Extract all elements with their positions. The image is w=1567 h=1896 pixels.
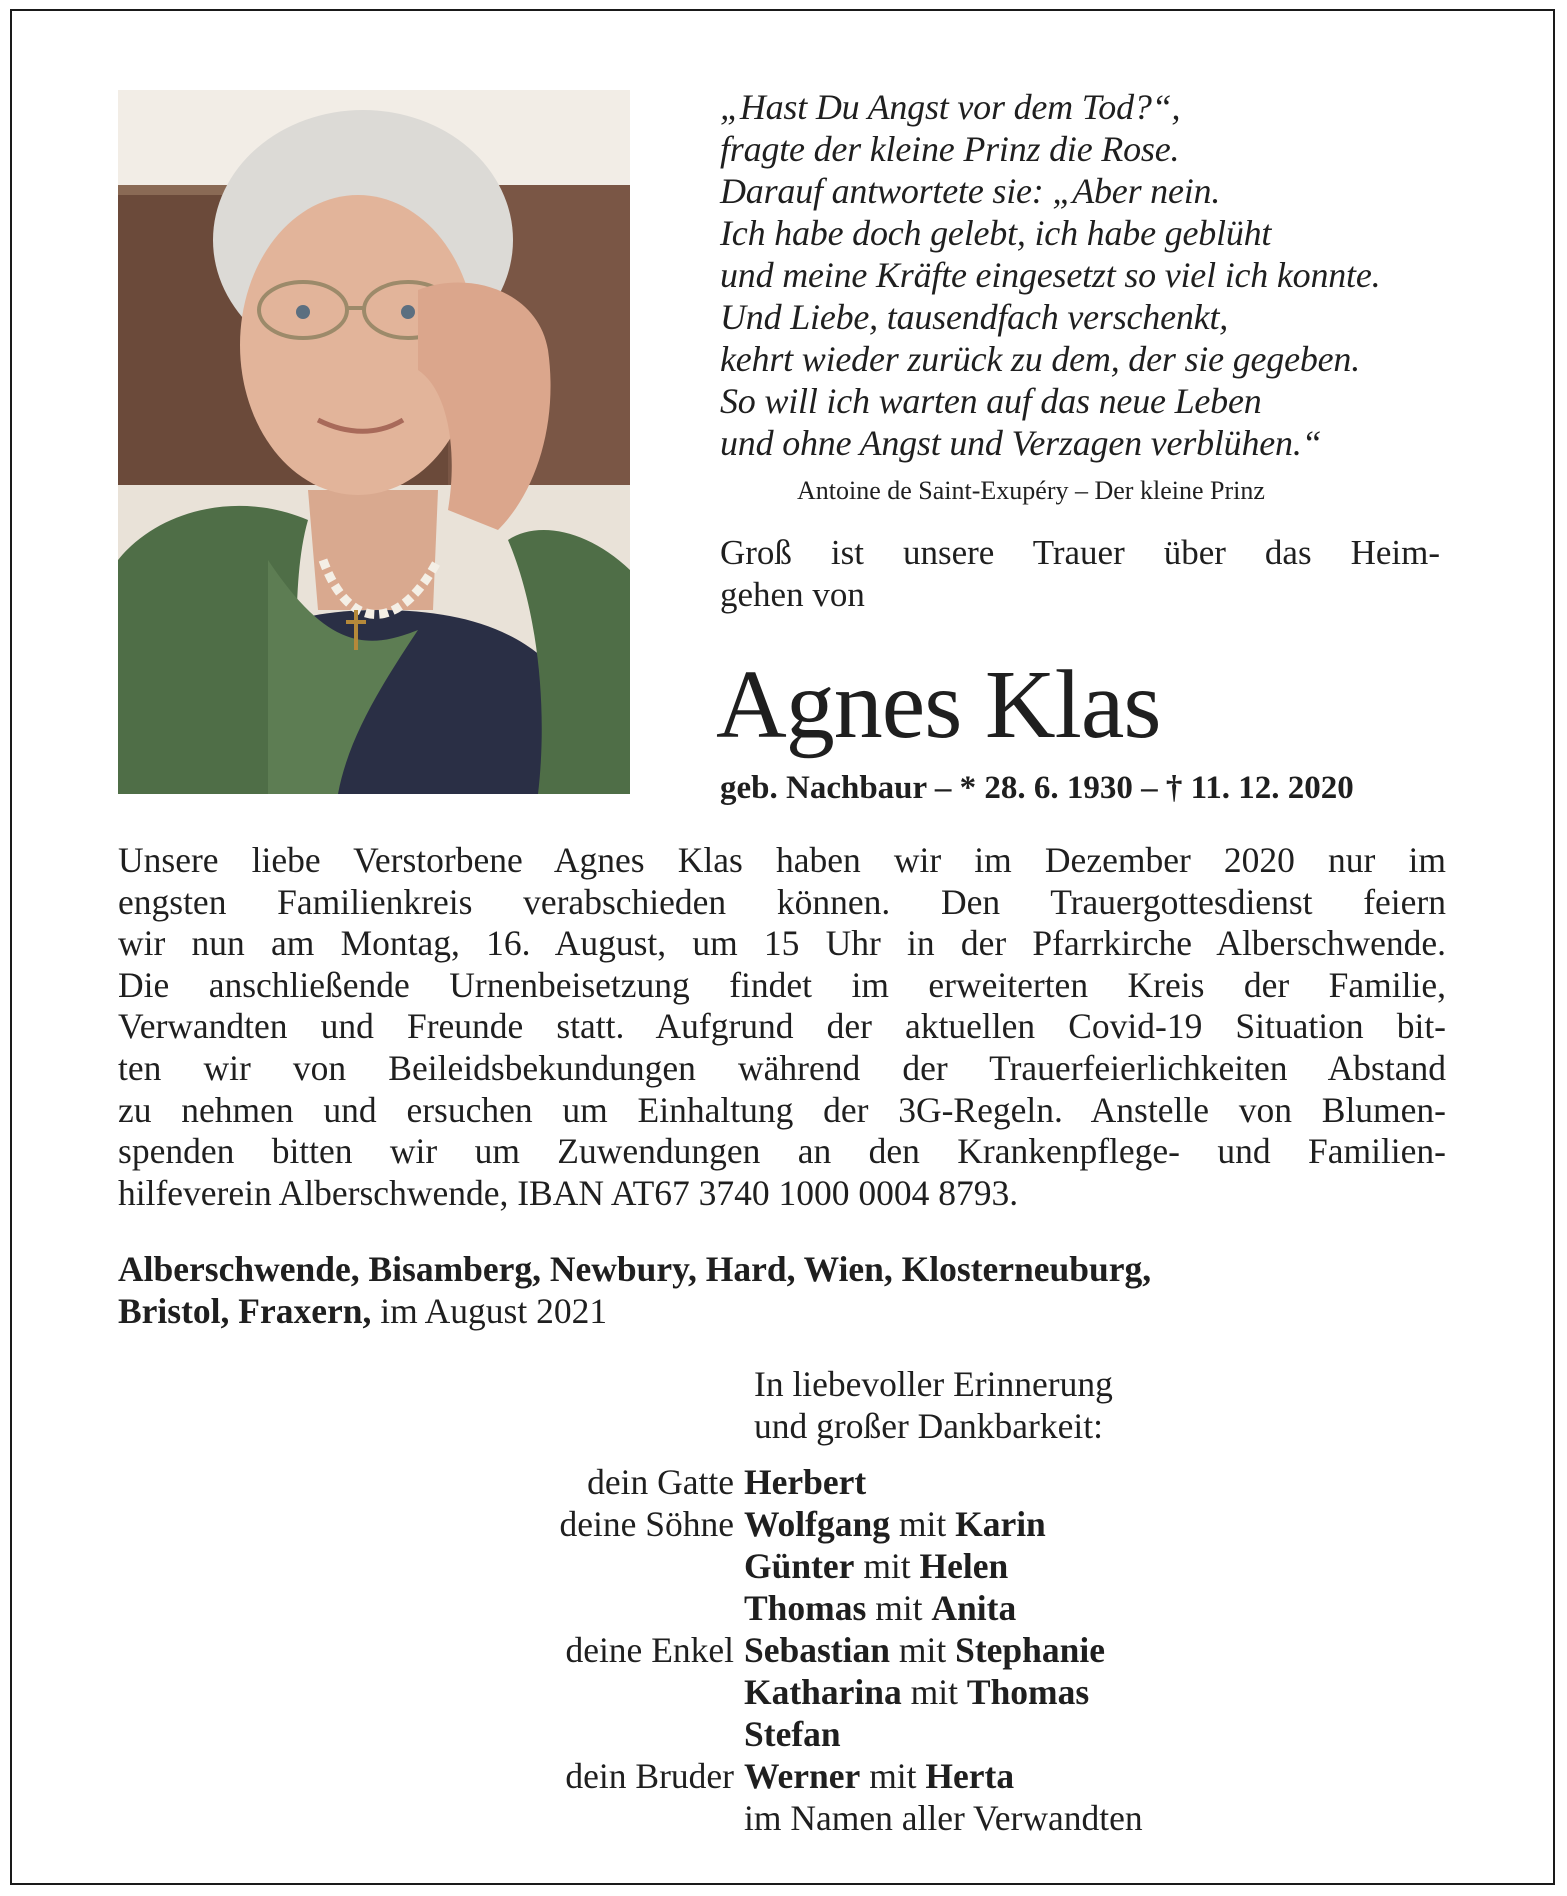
- body-line: hilfeverein Alberschwende, IBAN AT67 3740 1000 0004 8793.: [118, 1172, 1019, 1213]
- family-row: [118, 1797, 1438, 1839]
- closing-phrase: [754, 1363, 1113, 1447]
- body-line: wir nun am Montag, 16. August, um 15 Uhr in der Pfarrkirche Alberschwende.: [118, 923, 1446, 964]
- deceased-name: Agnes Klas: [716, 651, 1161, 759]
- quote-line: und ohne Angst und Verzagen verblühen.“: [720, 423, 1322, 463]
- quote-line: Darauf antwortete sie: „Aber nein.: [720, 171, 1221, 211]
- quote-line: kehrt wieder zurück zu dem, der sie gegeben.: [720, 339, 1361, 379]
- family-row: [118, 1671, 1438, 1713]
- family-row: [118, 1545, 1438, 1587]
- family-footer: im Namen aller Verwandten: [744, 1798, 1143, 1838]
- family-partner: Karin: [955, 1504, 1046, 1544]
- family-partner: Anita: [931, 1588, 1017, 1628]
- family-list: [118, 1461, 1438, 1839]
- quote-line: Ich habe doch gelebt, ich habe geblüht: [720, 213, 1272, 253]
- family-row: [118, 1713, 1438, 1755]
- connector-word: mit: [863, 1546, 911, 1586]
- family-partner: Thomas: [966, 1672, 1090, 1712]
- family-relation: deine Söhne: [559, 1504, 734, 1544]
- places-list-cont: Bristol, Fraxern,: [118, 1291, 372, 1331]
- family-relation: dein Gatte: [587, 1462, 734, 1502]
- portrait-photo: [118, 90, 630, 794]
- closing-line: und großer Dankbarkeit:: [754, 1406, 1103, 1446]
- connector-word: mit: [898, 1630, 947, 1670]
- family-member: Wolfgang: [744, 1504, 890, 1544]
- family-row: [118, 1587, 1438, 1629]
- family-member: Thomas: [744, 1588, 867, 1628]
- family-row: [118, 1503, 1438, 1545]
- connector-word: mit: [869, 1756, 917, 1796]
- quote-line: So will ich warten auf das neue Leben: [720, 381, 1262, 421]
- places-dateline: [118, 1248, 1418, 1332]
- quote-line: „Hast Du Angst vor dem Tod?“,: [720, 87, 1181, 127]
- body-line: ten wir von Beileidsbekundungen während der Trauerfeierlichkeiten Abstand: [118, 1047, 1446, 1088]
- family-member: Stefan: [744, 1714, 841, 1754]
- body-line: Verwandten und Freunde statt. Aufgrund der aktuellen Covid-19 Situation bit-: [118, 1006, 1446, 1047]
- intro-line: Groß ist unsere Trauer über das Heim-: [720, 533, 1440, 572]
- quote-line: und meine Kräfte eingesetzt so viel ich konnte.: [720, 255, 1381, 295]
- places-list: Alberschwende, Bisamberg, Newbury, Hard, Wien, Klosterneuburg,: [118, 1249, 1152, 1289]
- family-row: [118, 1461, 1438, 1503]
- body-line: Unsere liebe Verstorbene Agnes Klas haben wir im Dezember 2020 nur im: [118, 840, 1446, 880]
- date-text: im August 2021: [380, 1291, 608, 1331]
- body-line: zu nehmen und ersuchen um Einhaltung der 3G-Regeln. Anstelle von Blumen-: [118, 1089, 1446, 1130]
- quote-line: Und Liebe, tausendfach verschenkt,: [720, 297, 1229, 337]
- family-member: Katharina: [744, 1672, 902, 1712]
- family-partner: Helen: [919, 1546, 1009, 1586]
- family-member: Sebastian: [744, 1630, 890, 1670]
- family-relation: dein Bruder: [565, 1756, 734, 1796]
- announcement-text: [118, 840, 1446, 1214]
- family-member: Günter: [744, 1546, 855, 1586]
- life-dates: geb. Nachbaur – * 28. 6. 1930 – † 11. 12. 2020: [720, 770, 1354, 806]
- portrait-illustration: [118, 90, 630, 794]
- connector-word: mit: [898, 1504, 947, 1544]
- family-row: [118, 1755, 1438, 1797]
- quote-attribution: Antoine de Saint-Exupéry – Der kleine Prinz: [797, 476, 1265, 505]
- family-partner: Herta: [925, 1756, 1015, 1796]
- body-line: Die anschließende Urnenbeisetzung findet im erweiterten Kreis der Familie,: [118, 964, 1446, 1005]
- family-member: Werner: [744, 1756, 861, 1796]
- family-row: [118, 1629, 1438, 1671]
- intro-line: gehen von: [720, 575, 865, 614]
- mourning-intro: [720, 532, 1440, 616]
- connector-word: mit: [910, 1672, 959, 1712]
- body-line: engsten Familienkreis verabschieden können. Den Trauergottesdienst feiern: [118, 881, 1446, 922]
- family-member: Herbert: [744, 1462, 867, 1502]
- family-partner: Stephanie: [955, 1630, 1106, 1670]
- poem-quote: [720, 86, 1460, 464]
- quote-line: fragte der kleine Prinz die Rose.: [720, 129, 1180, 169]
- body-line: spenden bitten wir um Zuwendungen an den Krankenpflege- und Familien-: [118, 1131, 1446, 1172]
- closing-line: In liebevoller Erinnerung: [754, 1364, 1113, 1404]
- connector-word: mit: [875, 1588, 923, 1628]
- family-relation: deine Enkel: [565, 1630, 734, 1670]
